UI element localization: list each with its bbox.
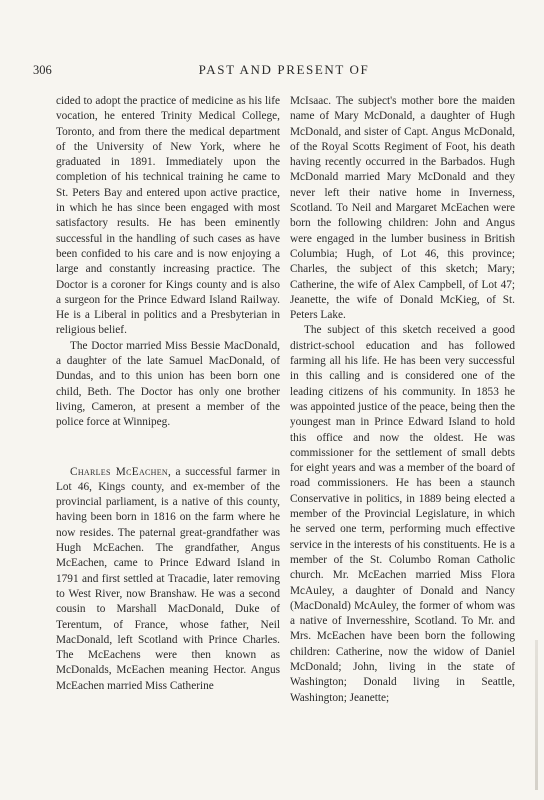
left-column xyxy=(56,94,280,694)
biography-text: , a successful farmer in Lot 46, Kings county, and ex-member of the provincial parliament, is a native of this county, having been born in 1816 on the farm where he now resides. The paternal great-grandfather was Hugh McEachen. The grandfather, Angus McEachen, came to Prince Edward Island in 1791 and first settled at Tracadie, later removing to West River, now Branshaw. He was a second cousin to Marshall MacDonald, Duke of Terentum, of France, whose father, Neil MacDonald, left Scotland with Prince Charles. The McEachens were then known as McDonalds, McEachen meaning Hector. Angus McEachen married Miss Catherine xyxy=(56,465,281,692)
paragraph-continued: cided to adopt the practice of medicine as his life vocation, he entered Trinity Medical College, Toronto, and from there the medical department of the University of New York, where he graduated in 1891. Immediately upon the completion of his technical training he came to St. Peters Bay and entered upon active practice, in which he has since been engaged with most satisfactory results. He has been eminently successful in the handling of such cases as have been confided to his care and is now enjoying a large and constantly increasing practice. The Doctor is a coroner for Kings county and is also a surgeon for the Prince Edward Island Railway. He is a Liberal in politics and a Presbyterian in religious belief. xyxy=(56,95,280,337)
page-number: 306 xyxy=(33,63,52,77)
running-head: PAST AND PRESENT OF xyxy=(198,62,370,77)
subject-name: Charles McEachen xyxy=(70,465,168,478)
scan-edge xyxy=(535,640,538,790)
paragraph-family: McIsaac. The subject's mother bore the maiden name of Mary McDonald, a daughter of Hugh McDonald, and sister of Capt. Angus McDonald, of the Royal Scotts Regiment of Foot, his death having recently occurred in the Barbados. Hugh McDonald married Mary McDonald and they never left their native home in Inverness, Scotland. To Neil and Margaret McEachen were born the following children: John and Angus were engaged in the lumber business in British Columbia; Hugh, of Lot 46, this province; Charles, the subject of this sketch; Mary; Catherine, the wife of Alex Campbell, of Lot 47; Jeanette, the wife of Donald McKieg, of St. Peters Lake. xyxy=(290,95,515,322)
paragraph-marriage: The Doctor married Miss Bessie MacDonald, a daughter of the late Samuel MacDonald, of Dundas, and to this union has been born one child, Beth. The Doctor has only one brother living, Cameron, at present a member of the police force at Winnipeg. xyxy=(56,339,280,429)
right-column xyxy=(290,94,515,706)
paragraph-biography-start xyxy=(56,465,280,694)
paragraph-career: The subject of this sketch received a good district-school education and has followed farming all his life. He has been very successful in this calling and is considered one of the leading citizens of his community. In 1853 he was appointed justice of the peace, being then the youngest man in Prince Edward Island to hold this office and now the oldest. He was commissioner for the settlement of small debts for eight years and was a member of the board of road commissioners. He has been a staunch Conservative in politics, in 1889 being elected a member of the Provincial Legislature, in which he served one term, performing much effective service in the interests of his constituents. He is a member of the St. Columbo Roman Catholic church. Mr. McEachen married Miss Flora McAuley, a daughter of Donald and Nancy (MacDonald) McAuley, the former of whom was a native of Invernesshire, Scotland. To Mr. and Mrs. McEachen have been born the following children: Catherine, now the widow of Daniel McDonald; John, living in the state of Washington; Donald living in Seattle, Washington; Jeanette; xyxy=(290,324,515,704)
